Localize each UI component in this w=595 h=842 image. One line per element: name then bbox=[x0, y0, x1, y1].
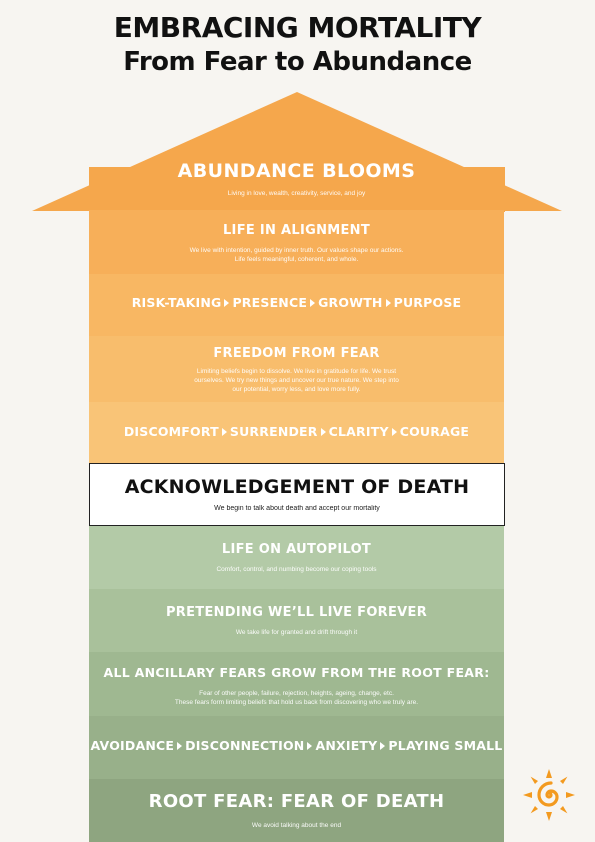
freedom-heading: FREEDOM FROM FEAR bbox=[213, 346, 380, 361]
chain-word-risk-taking: RISK-TAKING bbox=[131, 295, 222, 310]
arrow-right-icon bbox=[310, 299, 315, 307]
chain-word-avoidance: AVOIDANCE bbox=[90, 738, 175, 753]
alignment-description-2: Life feels meaningful, coherent, and whole. bbox=[234, 256, 359, 263]
abundance-heading: ABUNDANCE BLOOMS bbox=[177, 160, 416, 182]
arrow-right-icon bbox=[392, 428, 397, 436]
chain-word-presence: PRESENCE bbox=[232, 295, 308, 310]
layer-ancillary-fears bbox=[89, 652, 504, 716]
chain-word-surrender: SURRENDER bbox=[229, 424, 318, 439]
arrow-right-icon bbox=[222, 428, 227, 436]
page-title bbox=[0, 10, 595, 78]
sun-spiral-icon bbox=[522, 768, 576, 822]
title-line-1: EMBRACING MORTALITY bbox=[113, 11, 482, 44]
chain-word-clarity: CLARITY bbox=[328, 424, 389, 439]
layer-freedom-from-fear bbox=[89, 336, 504, 402]
layer-life-on-autopilot bbox=[89, 526, 504, 589]
autopilot-heading: LIFE ON AUTOPILOT bbox=[221, 542, 372, 557]
pretending-heading: PRETENDING WE’LL LIVE FOREVER bbox=[165, 605, 428, 620]
growth-chain bbox=[89, 295, 504, 310]
freedom-description-1: Limiting beliefs begin to dissolve. We live in gratitude for life. We trust bbox=[196, 368, 397, 375]
alignment-heading: LIFE IN ALIGNMENT bbox=[222, 223, 371, 238]
arrow-right-icon bbox=[224, 299, 229, 307]
chain-word-playing-small: PLAYING SMALL bbox=[388, 738, 503, 753]
ancillary-description-1: Fear of other people, failure, rejection, heights, ageing, change, etc. bbox=[199, 690, 394, 697]
arrow-right-icon bbox=[380, 742, 385, 750]
chain-word-discomfort: DISCOMFORT bbox=[123, 424, 219, 439]
arrow-right-icon bbox=[321, 428, 326, 436]
autopilot-description: Comfort, control, and numbing become our coping tools bbox=[216, 566, 377, 573]
chain-word-disconnection: DISCONNECTION bbox=[185, 738, 305, 753]
layer-avoidance-chain bbox=[89, 716, 504, 779]
alignment-description-1: We live with intention, guided by inner truth. Our values shape our actions. bbox=[189, 247, 404, 254]
chain-word-anxiety: ANXIETY bbox=[315, 738, 378, 753]
acknowledgement-of-death-box bbox=[89, 463, 505, 526]
layer-abundance-blooms bbox=[89, 160, 504, 210]
layer-life-in-alignment bbox=[89, 210, 504, 274]
layer-growth-chain bbox=[89, 274, 504, 336]
ancillary-heading: ALL ANCILLARY FEARS GROW FROM THE ROOT FEAR: bbox=[103, 665, 490, 680]
root-description: We avoid talking about the end bbox=[251, 822, 342, 829]
layer-pretending bbox=[89, 589, 504, 652]
layer-root-fear bbox=[89, 779, 504, 842]
arrow-right-icon bbox=[177, 742, 182, 750]
pretending-description: We take life for granted and drift through it bbox=[235, 629, 358, 636]
freedom-description-3: our potential, worry less, and love more fully. bbox=[232, 386, 361, 393]
avoidance-chain bbox=[89, 738, 504, 753]
courage-chain bbox=[89, 424, 504, 439]
layer-courage-chain bbox=[89, 402, 504, 463]
chain-word-courage: COURAGE bbox=[399, 424, 470, 439]
acknowledgement-description: We begin to talk about death and accept our mortality bbox=[214, 505, 380, 512]
root-heading: ROOT FEAR: FEAR OF DEATH bbox=[148, 791, 445, 812]
chain-word-purpose: PURPOSE bbox=[393, 295, 462, 310]
ancillary-description-2: These fears form limiting beliefs that hold us back from discovering who we truly are. bbox=[174, 699, 419, 706]
freedom-description-2: ourselves. We try new things and uncover our true nature. We step into bbox=[194, 377, 399, 384]
abundance-description: Living in love, wealth, creativity, service, and joy bbox=[227, 190, 366, 197]
title-line-2: From Fear to Abundance bbox=[123, 47, 472, 77]
arrow-right-icon bbox=[307, 742, 312, 750]
arrow-right-icon bbox=[386, 299, 391, 307]
acknowledgement-heading: ACKNOWLEDGEMENT OF DEATH bbox=[124, 476, 470, 498]
chain-word-growth: GROWTH bbox=[318, 295, 383, 310]
